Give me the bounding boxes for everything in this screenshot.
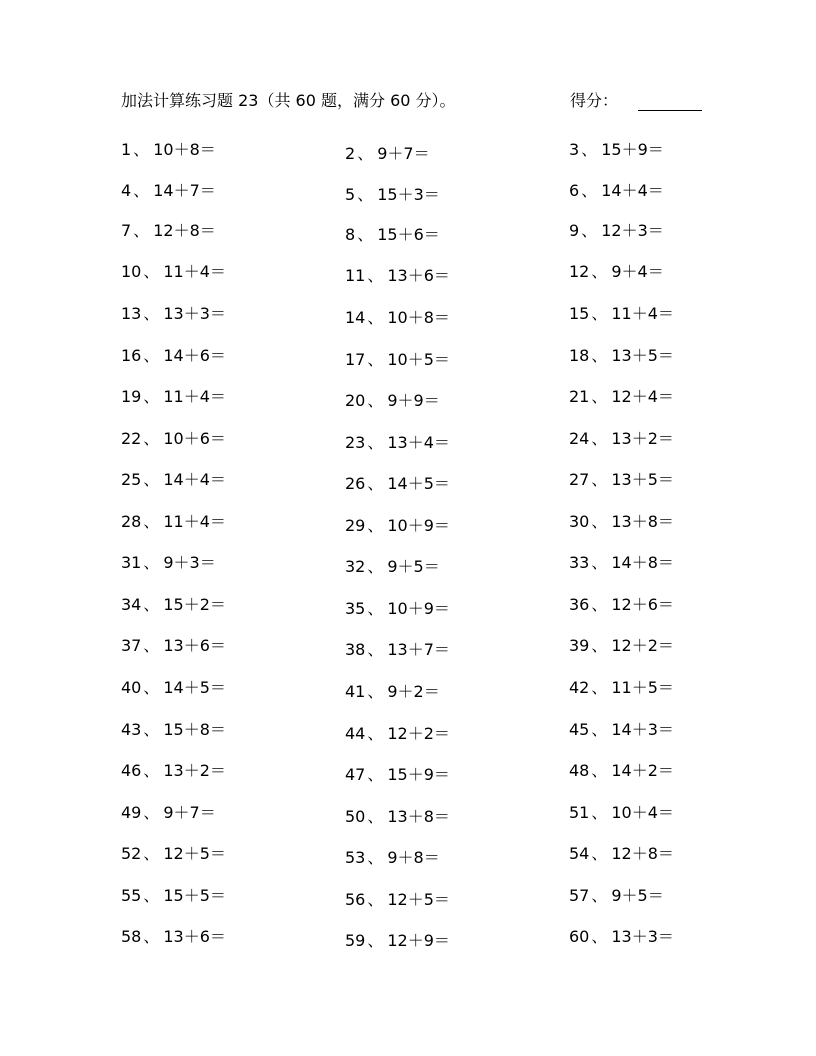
- problem-item: [121, 924, 226, 947]
- problem-number: 36: [569, 595, 590, 614]
- problem-item: [569, 883, 664, 906]
- problem-item: [121, 509, 226, 532]
- problem-expression: 11＋4＝: [163, 262, 226, 281]
- problem-item: [345, 305, 450, 328]
- problem-item: [121, 426, 226, 449]
- problem-separator: 、: [367, 640, 384, 659]
- problem-expression: 12＋2＝: [387, 724, 450, 743]
- problem-item: [569, 509, 674, 532]
- problem-item: [345, 513, 450, 536]
- problem-number: 7: [121, 221, 132, 240]
- problem-item: [121, 467, 226, 490]
- problem-separator: 、: [367, 724, 384, 743]
- problem-item: [121, 717, 226, 740]
- problem-number: 16: [121, 346, 142, 365]
- problem-number: 48: [569, 761, 590, 780]
- problem-expression: 10＋4＝: [611, 803, 674, 822]
- problem-item: [345, 182, 440, 205]
- problem-number: 18: [569, 346, 590, 365]
- problem-separator: 、: [143, 886, 160, 905]
- problem-expression: 9＋8＝: [387, 848, 440, 867]
- problem-number: 5: [345, 185, 356, 204]
- problem-expression: 15＋2＝: [163, 595, 226, 614]
- problem-separator: 、: [143, 262, 160, 281]
- problem-number: 37: [121, 636, 142, 655]
- problem-item: [569, 633, 674, 656]
- problem-separator: 、: [367, 516, 384, 535]
- problem-number: 11: [345, 266, 366, 285]
- problem-expression: 9＋3＝: [163, 553, 216, 572]
- problem-separator: 、: [367, 350, 384, 369]
- problem-expression: 14＋6＝: [163, 346, 226, 365]
- problem-number: 42: [569, 678, 590, 697]
- problem-item: [345, 430, 450, 453]
- problem-item: [569, 717, 674, 740]
- problem-expression: 13＋6＝: [387, 266, 450, 285]
- problem-number: 55: [121, 886, 142, 905]
- problem-separator: 、: [357, 185, 374, 204]
- problem-separator: 、: [367, 890, 384, 909]
- problem-separator: 、: [581, 221, 598, 240]
- problem-number: 34: [121, 595, 142, 614]
- problem-number: 20: [345, 391, 366, 410]
- problem-number: 58: [121, 927, 142, 946]
- problem-number: 27: [569, 470, 590, 489]
- problem-separator: 、: [591, 678, 608, 697]
- problem-item: [569, 758, 674, 781]
- problem-separator: 、: [133, 181, 150, 200]
- problem-expression: 13＋8＝: [611, 512, 674, 531]
- problem-item: [345, 596, 450, 619]
- problem-separator: 、: [143, 761, 160, 780]
- problem-number: 26: [345, 474, 366, 493]
- problem-expression: 14＋5＝: [387, 474, 450, 493]
- problem-number: 8: [345, 225, 356, 244]
- problem-number: 47: [345, 765, 366, 784]
- worksheet-title: 加法计算练习题 23（共 60 题，满分 60 分）。: [121, 91, 456, 110]
- problem-separator: 、: [133, 221, 150, 240]
- problem-item: [569, 301, 674, 324]
- problem-expression: 14＋7＝: [153, 181, 216, 200]
- problem-expression: 11＋4＝: [163, 512, 226, 531]
- problem-item: [121, 592, 226, 615]
- problem-separator: 、: [367, 266, 384, 285]
- problem-expression: 10＋8＝: [387, 308, 450, 327]
- problem-item: [345, 928, 450, 951]
- problem-expression: 12＋9＝: [387, 931, 450, 950]
- problem-expression: 13＋7＝: [387, 640, 450, 659]
- problem-number: 6: [569, 181, 580, 200]
- problem-number: 14: [345, 308, 366, 327]
- problem-expression: 12＋3＝: [601, 221, 664, 240]
- problem-expression: 9＋7＝: [163, 803, 216, 822]
- problem-number: 2: [345, 144, 356, 163]
- problem-expression: 9＋7＝: [377, 144, 430, 163]
- problem-item: [121, 758, 226, 781]
- problem-number: 25: [121, 470, 142, 489]
- problem-item: [121, 343, 226, 366]
- problem-expression: 13＋5＝: [611, 470, 674, 489]
- problem-separator: 、: [367, 765, 384, 784]
- problem-expression: 9＋9＝: [387, 391, 440, 410]
- problem-separator: 、: [367, 848, 384, 867]
- problem-number: 10: [121, 262, 142, 281]
- problem-separator: 、: [367, 807, 384, 826]
- problem-item: [569, 592, 674, 615]
- problem-separator: 、: [591, 927, 608, 946]
- problem-expression: 14＋8＝: [611, 553, 674, 572]
- problem-item: [569, 218, 664, 241]
- problem-item: [345, 141, 430, 164]
- problem-expression: 15＋6＝: [377, 225, 440, 244]
- problem-item: [121, 259, 226, 282]
- problem-item: [345, 554, 440, 577]
- problem-expression: 14＋4＝: [601, 181, 664, 200]
- problem-expression: 10＋8＝: [153, 140, 216, 159]
- problem-number: 52: [121, 844, 142, 863]
- problem-item: [121, 800, 216, 823]
- problem-number: 30: [569, 512, 590, 531]
- problem-separator: 、: [143, 429, 160, 448]
- problem-expression: 13＋8＝: [387, 807, 450, 826]
- problem-item: [569, 924, 674, 947]
- problem-expression: 9＋4＝: [611, 262, 664, 281]
- problem-item: [569, 426, 674, 449]
- problem-expression: 15＋8＝: [163, 720, 226, 739]
- problem-expression: 13＋4＝: [387, 433, 450, 452]
- problem-expression: 15＋3＝: [377, 185, 440, 204]
- problem-separator: 、: [367, 599, 384, 618]
- problem-item: [345, 887, 450, 910]
- problem-item: [121, 841, 226, 864]
- problem-separator: 、: [591, 553, 608, 572]
- problem-item: [345, 721, 450, 744]
- problem-number: 19: [121, 387, 142, 406]
- problem-separator: 、: [143, 387, 160, 406]
- problem-item: [121, 675, 226, 698]
- problem-expression: 11＋4＝: [611, 304, 674, 323]
- problem-number: 39: [569, 636, 590, 655]
- problem-separator: 、: [591, 304, 608, 323]
- problem-expression: 11＋4＝: [163, 387, 226, 406]
- problem-number: 12: [569, 262, 590, 281]
- problem-expression: 14＋5＝: [163, 678, 226, 697]
- problem-expression: 13＋3＝: [611, 927, 674, 946]
- problem-expression: 13＋6＝: [163, 927, 226, 946]
- problem-number: 1: [121, 140, 132, 159]
- problem-expression: 12＋5＝: [387, 890, 450, 909]
- problem-separator: 、: [591, 429, 608, 448]
- problem-item: [569, 841, 674, 864]
- problem-separator: 、: [581, 181, 598, 200]
- problem-item: [121, 550, 216, 573]
- problem-expression: 12＋4＝: [611, 387, 674, 406]
- problem-item: [569, 178, 664, 201]
- problem-expression: 13＋5＝: [611, 346, 674, 365]
- problem-separator: 、: [591, 595, 608, 614]
- problem-number: 51: [569, 803, 590, 822]
- problem-expression: 12＋8＝: [153, 221, 216, 240]
- problem-number: 13: [121, 304, 142, 323]
- problem-item: [345, 263, 450, 286]
- problem-expression: 13＋3＝: [163, 304, 226, 323]
- problem-item: [569, 259, 664, 282]
- problem-separator: 、: [133, 140, 150, 159]
- problem-item: [569, 137, 664, 160]
- problem-expression: 12＋8＝: [611, 844, 674, 863]
- problem-item: [569, 384, 674, 407]
- problem-number: 46: [121, 761, 142, 780]
- problem-separator: 、: [591, 803, 608, 822]
- problem-number: 22: [121, 429, 142, 448]
- problem-number: 3: [569, 140, 580, 159]
- problem-item: [121, 178, 216, 201]
- problem-separator: 、: [143, 927, 160, 946]
- problem-expression: 13＋2＝: [163, 761, 226, 780]
- problem-number: 54: [569, 844, 590, 863]
- problem-number: 59: [345, 931, 366, 950]
- problem-expression: 14＋4＝: [163, 470, 226, 489]
- problem-expression: 9＋2＝: [387, 682, 440, 701]
- problem-number: 15: [569, 304, 590, 323]
- problem-separator: 、: [367, 308, 384, 327]
- problem-number: 21: [569, 387, 590, 406]
- problem-expression: 13＋2＝: [611, 429, 674, 448]
- problem-separator: 、: [143, 678, 160, 697]
- problem-separator: 、: [143, 844, 160, 863]
- problem-expression: 10＋9＝: [387, 516, 450, 535]
- problem-expression: 9＋5＝: [611, 886, 664, 905]
- problem-item: [121, 301, 226, 324]
- problem-expression: 12＋5＝: [163, 844, 226, 863]
- problem-separator: 、: [591, 470, 608, 489]
- problem-number: 40: [121, 678, 142, 697]
- problem-item: [345, 637, 450, 660]
- problem-item: [569, 675, 674, 698]
- problem-separator: 、: [367, 931, 384, 950]
- problem-separator: 、: [367, 433, 384, 452]
- problem-separator: 、: [591, 262, 608, 281]
- problem-item: [345, 222, 440, 245]
- problem-item: [121, 218, 216, 241]
- problem-number: 45: [569, 720, 590, 739]
- problem-number: 33: [569, 553, 590, 572]
- problem-separator: 、: [591, 636, 608, 655]
- problem-separator: 、: [591, 844, 608, 863]
- problem-item: [121, 137, 216, 160]
- problem-number: 9: [569, 221, 580, 240]
- problem-expression: 15＋9＝: [601, 140, 664, 159]
- problem-separator: 、: [591, 346, 608, 365]
- problem-expression: 9＋5＝: [387, 557, 440, 576]
- problem-separator: 、: [143, 553, 160, 572]
- problem-separator: 、: [591, 886, 608, 905]
- problem-number: 50: [345, 807, 366, 826]
- problem-expression: 14＋2＝: [611, 761, 674, 780]
- problem-number: 17: [345, 350, 366, 369]
- problem-separator: 、: [143, 512, 160, 531]
- problem-item: [345, 845, 440, 868]
- problem-item: [569, 550, 674, 573]
- problem-separator: 、: [143, 720, 160, 739]
- problem-separator: 、: [591, 512, 608, 531]
- problem-separator: 、: [143, 803, 160, 822]
- problem-item: [345, 347, 450, 370]
- problem-number: 24: [569, 429, 590, 448]
- problem-number: 60: [569, 927, 590, 946]
- problem-separator: 、: [367, 391, 384, 410]
- problem-item: [345, 762, 450, 785]
- problem-separator: 、: [143, 304, 160, 323]
- problem-number: 57: [569, 886, 590, 905]
- problem-number: 41: [345, 682, 366, 701]
- problem-expression: 10＋5＝: [387, 350, 450, 369]
- problem-item: [121, 883, 226, 906]
- problem-number: 38: [345, 640, 366, 659]
- problem-number: 35: [345, 599, 366, 618]
- problem-item: [345, 804, 450, 827]
- problem-expression: 14＋3＝: [611, 720, 674, 739]
- problem-separator: 、: [581, 140, 598, 159]
- problem-separator: 、: [357, 225, 374, 244]
- problem-separator: 、: [367, 474, 384, 493]
- problem-item: [569, 343, 674, 366]
- problem-separator: 、: [143, 346, 160, 365]
- problem-expression: 15＋5＝: [163, 886, 226, 905]
- problem-item: [345, 471, 450, 494]
- problem-item: [121, 633, 226, 656]
- problem-expression: 13＋6＝: [163, 636, 226, 655]
- problem-number: 29: [345, 516, 366, 535]
- problem-number: 32: [345, 557, 366, 576]
- problem-number: 53: [345, 848, 366, 867]
- problem-separator: 、: [143, 595, 160, 614]
- problem-number: 28: [121, 512, 142, 531]
- problem-separator: 、: [357, 144, 374, 163]
- problem-expression: 15＋9＝: [387, 765, 450, 784]
- problem-number: 31: [121, 553, 142, 572]
- problem-separator: 、: [367, 682, 384, 701]
- problem-separator: 、: [591, 387, 608, 406]
- problem-item: [345, 388, 440, 411]
- problem-number: 44: [345, 724, 366, 743]
- problem-item: [345, 679, 440, 702]
- problem-expression: 10＋6＝: [163, 429, 226, 448]
- problem-separator: 、: [143, 636, 160, 655]
- problem-number: 56: [345, 890, 366, 909]
- problem-number: 43: [121, 720, 142, 739]
- problem-separator: 、: [591, 720, 608, 739]
- problem-item: [121, 384, 226, 407]
- problem-separator: 、: [591, 761, 608, 780]
- problem-item: [569, 800, 674, 823]
- problem-number: 23: [345, 433, 366, 452]
- problem-expression: 12＋2＝: [611, 636, 674, 655]
- problem-separator: 、: [367, 557, 384, 576]
- problem-item: [569, 467, 674, 490]
- problem-number: 49: [121, 803, 142, 822]
- problem-expression: 12＋6＝: [611, 595, 674, 614]
- score-label: 得分：: [570, 91, 619, 110]
- problem-expression: 11＋5＝: [611, 678, 674, 697]
- problem-separator: 、: [143, 470, 160, 489]
- problem-number: 4: [121, 181, 132, 200]
- problem-expression: 10＋9＝: [387, 599, 450, 618]
